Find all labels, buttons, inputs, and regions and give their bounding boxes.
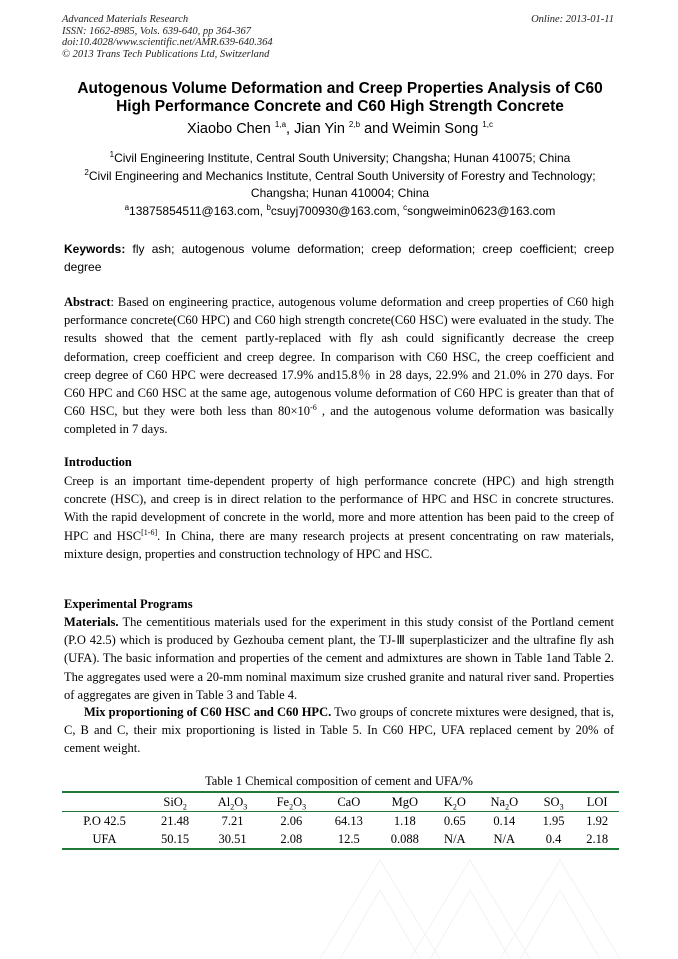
abstract [64, 293, 614, 439]
table-cell: 2.08 [262, 830, 321, 849]
affiliation-2-text: Civil Engineering and Mechanics Institute, Central South University of Forestry and Technology; [88, 168, 596, 183]
author-2-affil: 2,b [348, 120, 361, 130]
table-header-cell: LOI [575, 792, 619, 812]
table-cell: 0.65 [443, 813, 466, 828]
materials-label: Materials. [64, 615, 119, 629]
abstract-label: Abstract [64, 295, 111, 309]
table-header-cell: $Na_2O$ [477, 792, 532, 812]
table-cell: 30.51 [203, 830, 262, 849]
title-line-1: Autogenous Volume Deformation and Creep Properties Analysis of C60 [77, 80, 603, 97]
introduction-paragraph-end: . In China, there are many research projects at present concentrating on raw materials, mixture design, properties and construction technology of HPC and HSC. [64, 528, 614, 561]
author-1-affil: 1,a [274, 120, 287, 130]
journal-name: Advanced Materials Research [62, 14, 189, 25]
materials-paragraph [64, 613, 614, 704]
table-header-row [62, 792, 619, 812]
mix-label: Mix proportioning of C60 HSC and C60 HPC. [84, 705, 332, 719]
table-cell: 64.13 [334, 813, 363, 828]
affiliation-2 [56, 168, 624, 186]
materials-text: The cementitious materials used for the experiment in this study consist of the Portland cement (P.O 42.5) which is produced by Gezhouba cement plant, the TJ-Ⅲ superplasticizer and the ultrafine fly ash (UFA). The basic information and properties of the cement and admixtures are shown in Table 1and Table 2. The aggregates used were a 20-mm nominal maximum size crushed granite and natural river sand. Properties of aggregates are given in Table 3 and Table 4. [64, 615, 614, 702]
abstract-text-end: , and the autogenous volume deformation was basically completed in 7 days. [64, 404, 614, 437]
table-header-cell: $K_2O$ [433, 792, 477, 812]
table-cell: 50.15 [147, 830, 203, 849]
table-1 [62, 791, 619, 850]
table-row [62, 830, 619, 849]
table-corner-cell [62, 792, 147, 812]
author-separator: , [286, 121, 295, 137]
email-c: songweimin0623@163.com [407, 203, 556, 218]
table-header-cell: $SO_3$ [532, 792, 576, 812]
affiliation-2-marker: 2 [84, 167, 89, 177]
author-2: Jian Yin [294, 121, 349, 137]
mix-paragraph [64, 703, 614, 758]
email-b-marker: b [266, 202, 271, 212]
table-body [62, 812, 619, 850]
table-cell: 0.14 [493, 813, 516, 828]
keywords [64, 240, 614, 276]
table-cell: 12.5 [321, 830, 377, 849]
table-cell: N/A [433, 830, 477, 849]
introduction-paragraph: Creep is an important time-dependent property of high performance concrete (HPC) and high strength concrete (HSC), and creep is in direct relation to the performance of HPC and HSC in concrete structures. With the rapid development of concrete in the world, more and more attention has been paid to the creep of HPC and HSC [64, 474, 614, 543]
affiliation-1-marker: 1 [109, 150, 115, 159]
table-header-cell: SiO$_2$ [147, 792, 203, 812]
author-3: Weimin Song [392, 121, 483, 137]
mix-text: Two groups of concrete mixtures were designed, that is, C, B and C, their mix proportioning is listed in Table 5. In C60 HPC, UFA replaced cement by 20% of cement weight. [64, 705, 614, 756]
email-b: csuyj700930@163.com, [270, 203, 404, 218]
affiliation-1-text: Civil Engineering Institute, Central South University; Changsha; Hunan 410075; China [114, 151, 571, 165]
table-cell: 0.088 [377, 830, 433, 849]
author-emails [56, 203, 624, 221]
table-cell: 2.06 [280, 813, 303, 828]
table-row [62, 812, 619, 831]
journal-issn: ISSN: 1662-8985, Vols. 639-640, pp 364-367 [62, 25, 251, 37]
citation: [1-6] [141, 527, 158, 537]
title-line-2: High Performance Concrete and C60 High Strength Concrete [116, 98, 564, 115]
journal-copyright: © 2013 Trans Tech Publications Ltd, Switzerland [62, 48, 270, 60]
table-row-label: P.O 42.5 [83, 813, 126, 828]
watermark-graphic [300, 850, 660, 959]
table-cell: 1.95 [542, 813, 565, 828]
journal-header [62, 14, 273, 60]
introduction-text [64, 472, 614, 563]
keywords-text: fly ash; autogenous volume deformation; creep deformation; creep coefficient; creep degree [64, 242, 614, 274]
table-row-label: UFA [62, 830, 147, 849]
author-list [40, 121, 640, 137]
online-date: Online: 2013-01-11 [531, 14, 614, 25]
email-c-marker: c [403, 202, 408, 212]
email-a: 13875854511@163.com, [129, 203, 267, 218]
table-cell: 0.4 [532, 830, 576, 849]
affiliation-2-city: Changsha; Hunan 410004; China [250, 186, 430, 200]
author-3-affil: 1,c [482, 120, 493, 130]
table-cell: 1.18 [393, 813, 416, 828]
table-cell: 1.92 [586, 813, 609, 828]
table-1-caption: Table 1 Chemical composition of cement and UFA/% [205, 774, 473, 788]
paper-title [40, 80, 640, 116]
keywords-label: Keywords: [64, 242, 126, 256]
table-cell: 21.48 [161, 813, 190, 828]
affiliations [56, 150, 624, 220]
abstract-text: : Based on engineering practice, autogenous volume deformation and creep properties of C60 high performance concrete(C60 HPC) and C60 high strength concrete(C60 HSC) were evaluated in the study. The results showed that the cement partly-replaced with fly ash could significantly decrease the creep deformation, creep coefficient and creep degree. In comparison with C60 HSC, the creep coefficient and creep degree of C60 HPC were decreased 17.9% and15.8％ in 28 days, 22.9% and 21.0% in 270 days. For C60 HPC and C60 HSC at the same age, autogenous volume deformation of C60 HPC is greater than that of C60 HSC, but they were both less than 80×10 [64, 295, 614, 419]
email-a-marker: a [124, 202, 130, 212]
introduction-heading: Introduction [64, 455, 132, 469]
experimental-heading: Experimental Programs [64, 597, 193, 611]
table-header-cell: $Al_2O_3$ [203, 792, 262, 812]
table-header-cell: CaO [321, 792, 377, 812]
abstract-exponent: -6 [310, 403, 317, 413]
table-cell: N/A [477, 830, 532, 849]
author-1: Xiaobo Chen [187, 121, 275, 137]
journal-doi: doi:10.4028/www.scientific.net/AMR.639-640.364 [62, 37, 273, 49]
table-cell: 2.18 [575, 830, 619, 849]
table-header-cell: MgO [377, 792, 433, 812]
author-separator: and [360, 121, 393, 137]
table-cell: 7.21 [221, 813, 244, 828]
table-header-cell: $Fe_2O_3$ [262, 792, 321, 812]
affiliation-1 [56, 150, 624, 168]
